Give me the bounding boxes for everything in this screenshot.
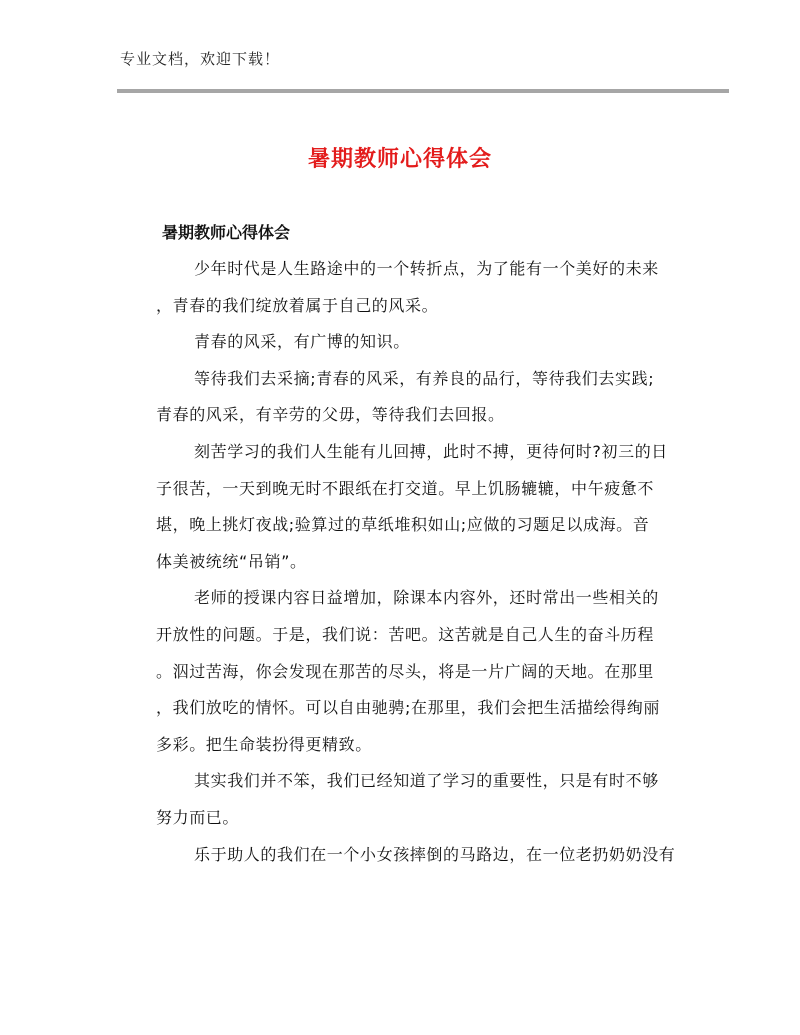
paragraph xyxy=(118,434,682,580)
paragraph-line: ，我们放吃的情怀。可以自由驰骋;在那里，我们会把生活描绘得绚丽 xyxy=(156,698,660,718)
paragraph xyxy=(118,324,682,361)
paragraph xyxy=(118,361,682,434)
paragraph-line: 刻苦学习的我们人生能有儿回搏，此时不搏，更待何时?初三的日 xyxy=(194,441,668,461)
paragraph-line: ，青春的我们绽放着属于自己的风采。 xyxy=(156,295,439,315)
paragraph-line: 等待我们去采摘;青春的风采，有养良的品行，等待我们去实践; xyxy=(194,368,655,388)
paragraph-line: 乐于助人的我们在一个小女孩摔倒的马路边，在一位老扔奶奶没有 xyxy=(194,844,676,864)
paragraph-line: 努力而已。 xyxy=(156,807,240,827)
document-body xyxy=(118,219,682,873)
paragraph xyxy=(118,580,682,763)
paragraph-line: 堪，晚上挑灯夜战;验算过的草纸堆积如山;应做的习题足以成海。音 xyxy=(156,515,650,535)
paragraph-line: 开放性的问题。于是，我们说：苦吧。这苦就是自己人生的奋斗历程 xyxy=(156,624,655,644)
paragraph-line: 子很苦，一天到晚无时不跟纸在打交道。早上饥肠辘辘，中午疲惫不 xyxy=(156,478,655,498)
paragraph-line: 其实我们并不笨，我们已经知道了学习的重要性，只是有时不够 xyxy=(194,771,659,791)
paragraph-line: 多彩。把生命装扮得更精致。 xyxy=(156,734,372,754)
paragraph xyxy=(118,837,682,874)
page-header-text: 专业文档，欢迎下载！ xyxy=(120,50,281,68)
paragraph-line: 少年时代是人生路途中的一个转折点，为了能有一个美好的未来 xyxy=(194,259,659,278)
paragraph xyxy=(118,763,682,836)
paragraph-line: 。泅过苦海，你会发现在那苦的尽头，将是一片广阔的天地。在那里 xyxy=(156,661,655,681)
paragraph-line: 体美被统统“吊销”。 xyxy=(156,551,307,571)
paragraph-line: 青春的风采，有广博的知识。 xyxy=(194,332,410,352)
paragraph xyxy=(118,251,682,324)
paragraph-line: 青春的风采，有辛劳的父毋，等待我们去回报。 xyxy=(156,405,505,425)
document-subtitle: 暑期教师心得体会 xyxy=(162,223,291,242)
document-title: 暑期教师心得体会 xyxy=(307,147,492,172)
header-divider xyxy=(117,89,729,93)
paragraph-line: 老师的授课内容日益增加，除课本内容外，还时常出一些相关的 xyxy=(194,588,659,608)
